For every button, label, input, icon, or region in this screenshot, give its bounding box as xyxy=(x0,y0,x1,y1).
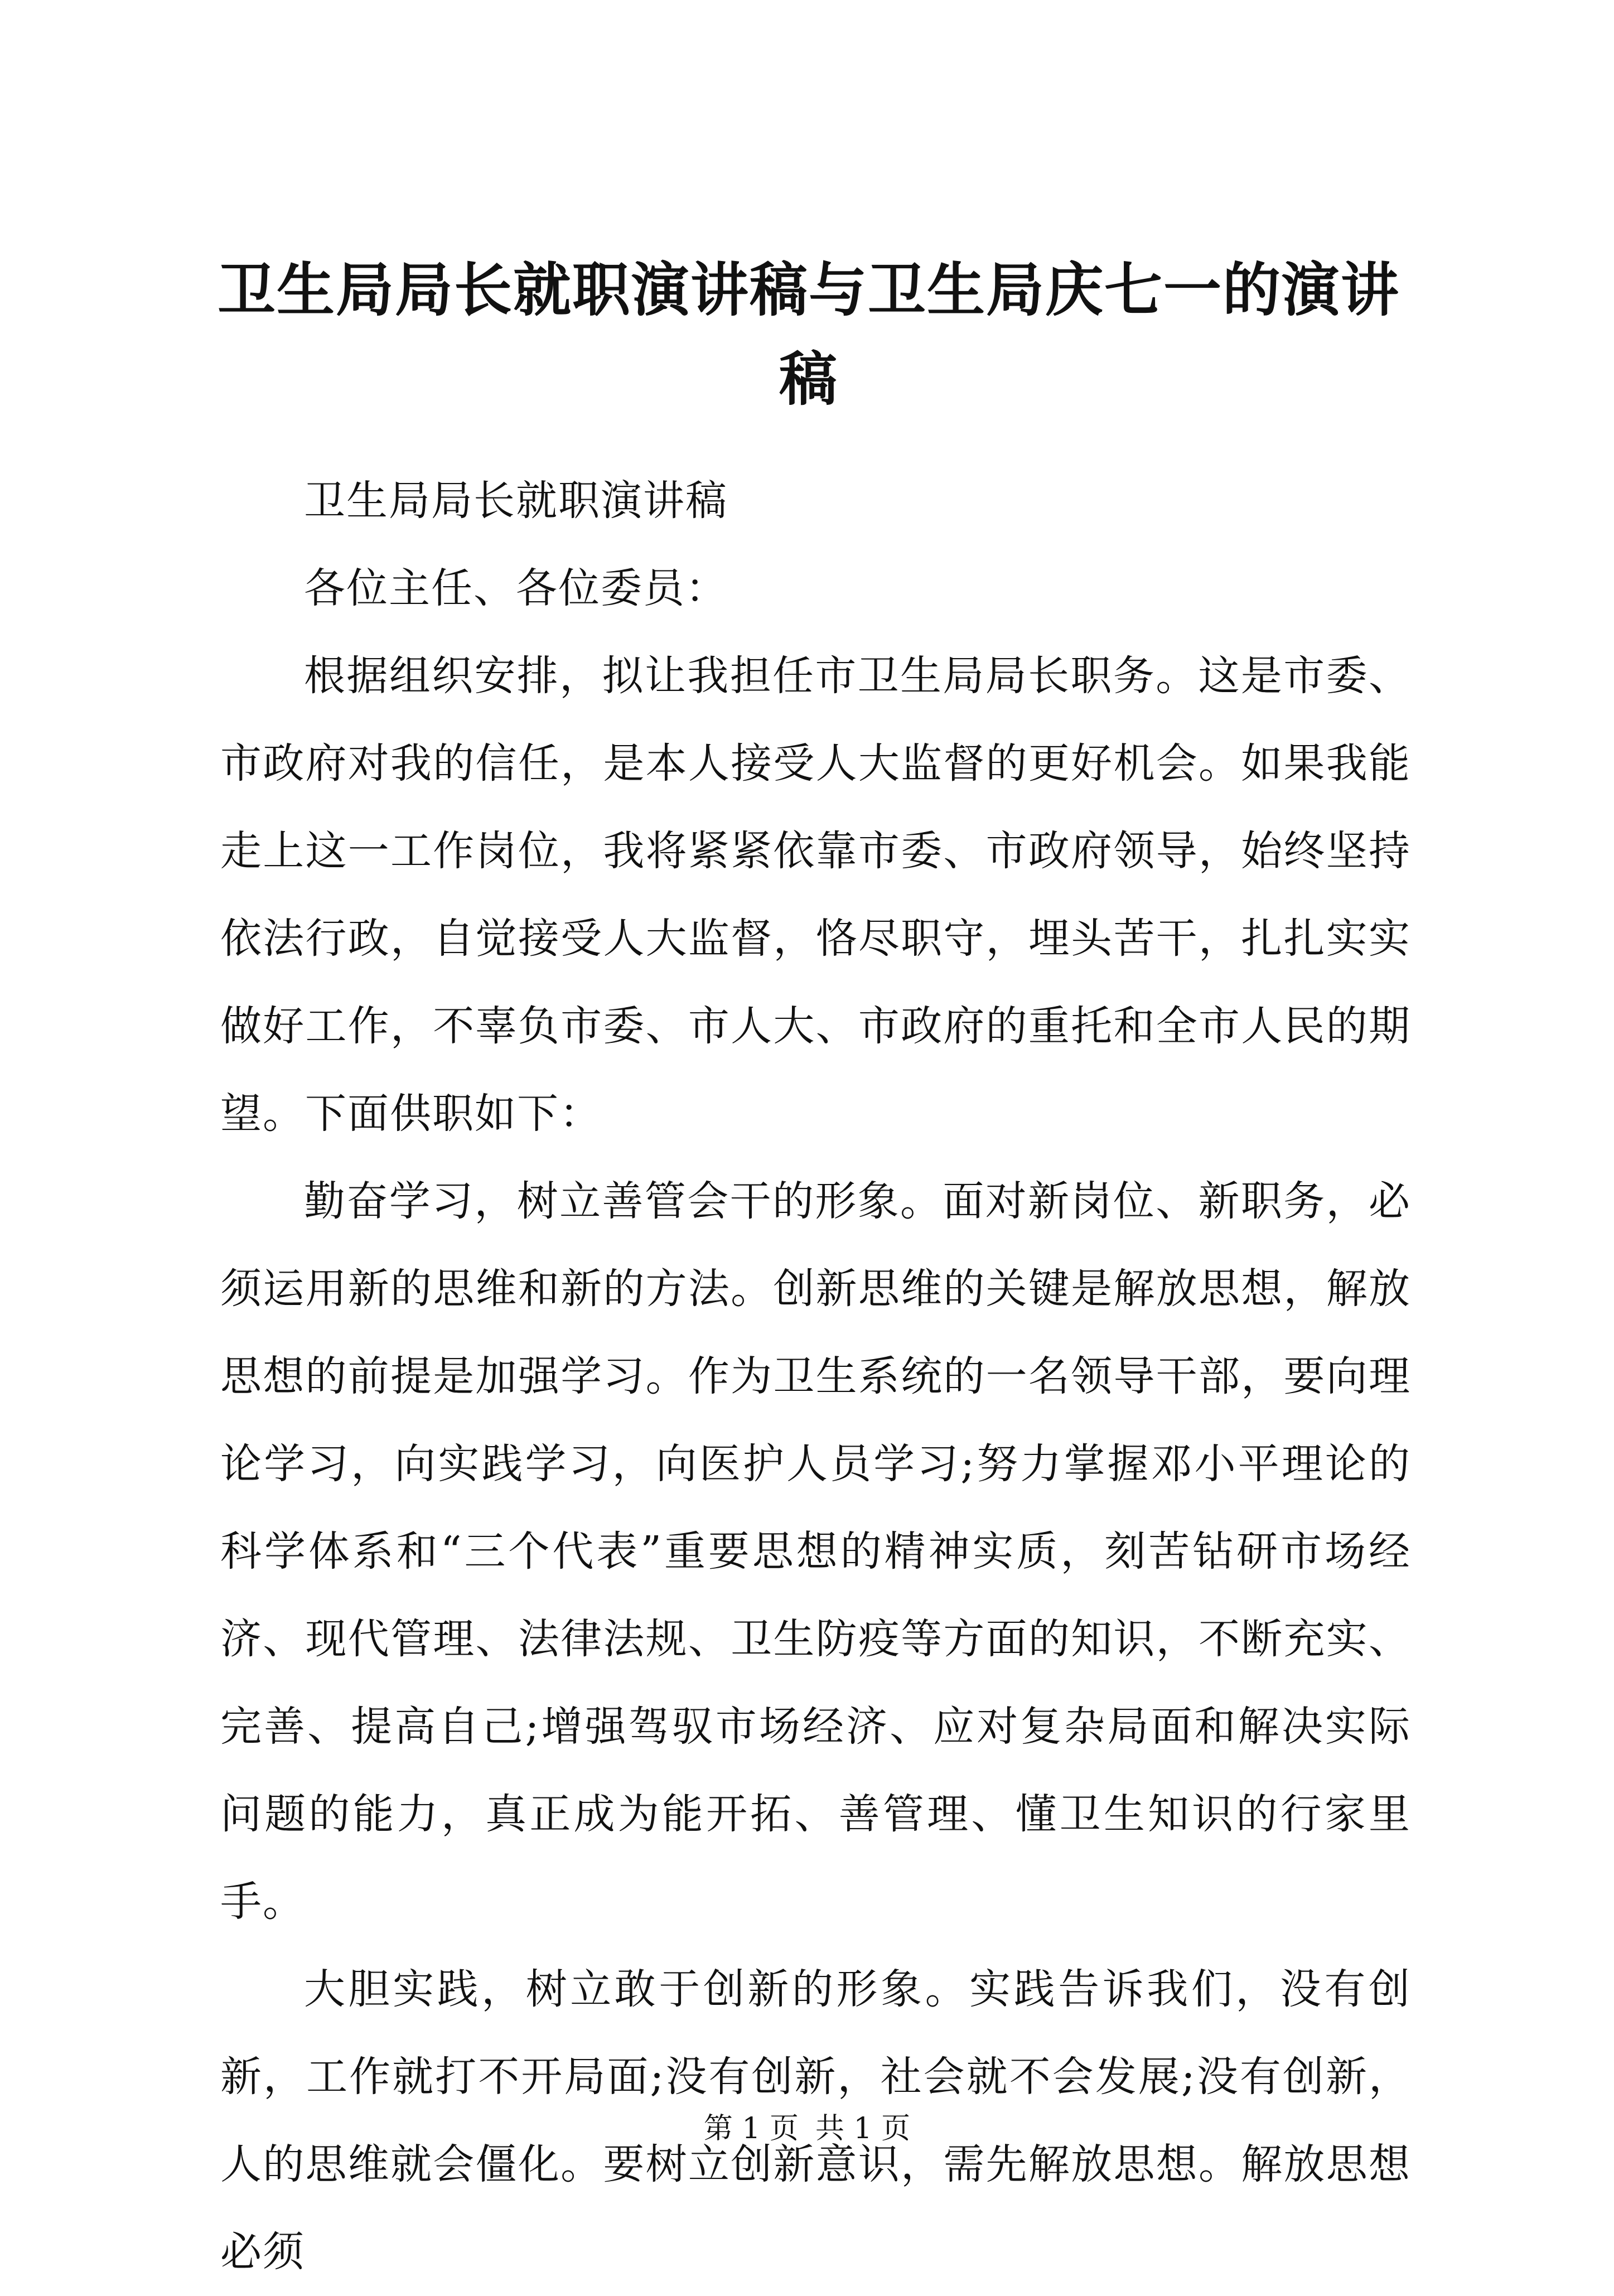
page-footer xyxy=(0,2109,1614,2148)
page-total: 共 1 页 xyxy=(815,2112,911,2145)
salutation: 各位主任、各位委员： xyxy=(304,564,728,612)
section-heading: 卫生局局长就职演讲稿 xyxy=(304,477,728,525)
page-number: 第 1 页 xyxy=(703,2112,799,2145)
body-paragraph: 勤奋学习，树立善管会干的形象。面对新岗位、新职务，必须运用新的思维和新的方法。创新思维的关键是解放思想，解放思想的前提是加强学习。作为卫生系统的一名领导干部，要向理论学习，向实践学习，向医护人员学习;努力掌握邓小平理论的科学体系和“三个代表”重要思想的精神实质，刻苦钻研市场经济、现代管理、法律法规、卫生防疫等方面的知识，不断充实、完善、提高自己;增强驾驭市场经济、应对复杂局面和解决实际问题的能力，真正成为能开拓、善管理、懂卫生知识的行家里手。 xyxy=(220,1177,1411,1926)
document-title: 卫生局局长就职演讲稿与卫生局庆七一的演讲稿 xyxy=(217,255,1400,413)
body-paragraph: 大胆实践，树立敢于创新的形象。实践告诉我们，没有创新，工作就打不开局面;没有创新，社会就不会发展;没有创新，人的思维就会僵化。要树立创新意识，需先解放思想。解放思想必须 xyxy=(220,1965,1411,2276)
document-body xyxy=(220,457,1411,2296)
body-paragraph: 根据组织安排，拟让我担任市卫生局局长职务。这是市委、市政府对我的信任，是本人接受人大监督的更好机会。如果我能走上这一工作岗位，我将紧紧依靠市委、市政府领导，始终坚持依法行政，自觉接受人大监督，恪尽职守，埋头苦干，扎扎实实做好工作，不辜负市委、市人大、市政府的重托和全市人民的期望。下面供职如下： xyxy=(220,652,1411,1138)
